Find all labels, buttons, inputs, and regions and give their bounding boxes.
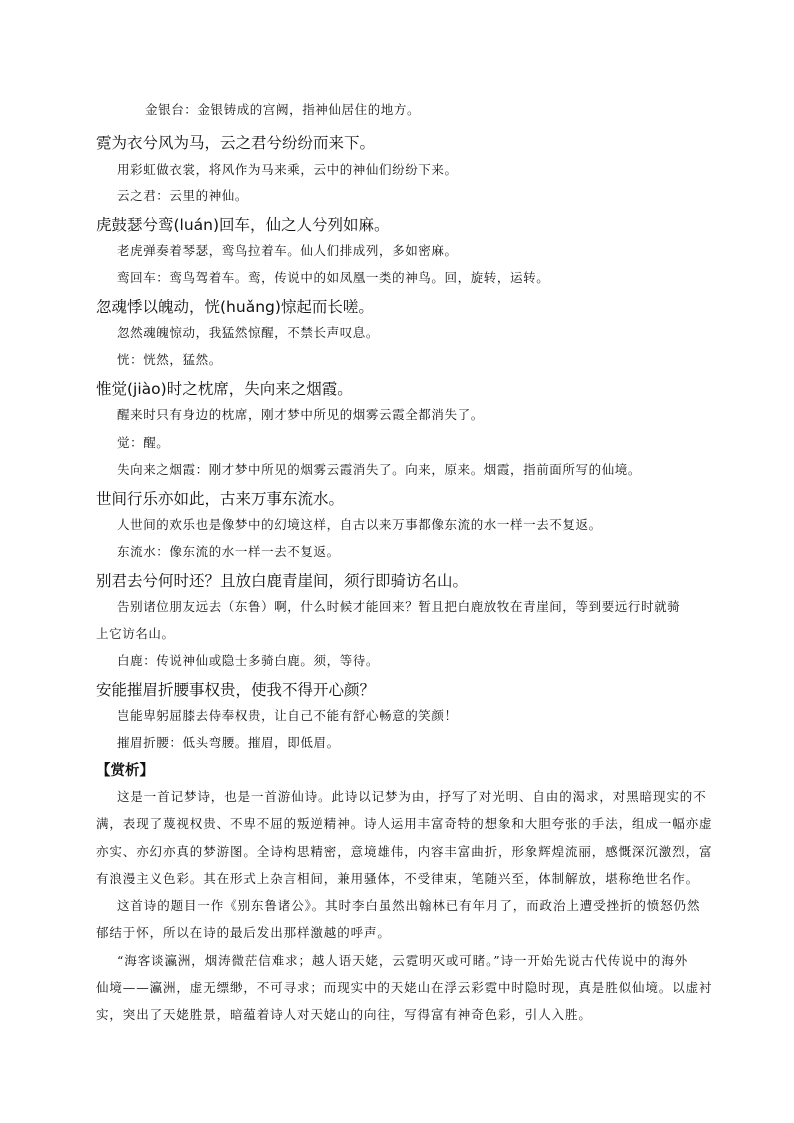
analysis-paragraph-line: 亦实、亦幻亦真的梦游图。全诗构思精密，意境雄伟，内容丰富曲折，形象辉煌流丽，感慨深沉激烈，富 [96,844,713,859]
analysis-paragraph-line: 这是一首记梦诗，也是一首游仙诗。此诗以记梦为由，抒写了对光明、自由的渴求，对黑暗现实的不 [117,789,707,804]
analysis-paragraph-line: 实，突出了天姥胜景，暗蕴着诗人对天姥山的向往，写得富有神奇色彩，引人入胜。 [96,1007,592,1022]
poem-verse-line: 别君去兮何时还？且放白鹿青崖间，须行即骑访名山。 [96,572,469,590]
poem-verse-line: 霓为衣兮风为马，云之君兮纷纷而来下。 [96,134,376,152]
analysis-paragraph-line: 郁结于怀，所以在诗的最后发出那样激越的呼声。 [96,925,391,940]
analysis-paragraph-line: 这首诗的题目一作《别东鲁诸公》。其时李白虽然出翰林已有年月了，而政治上遭受挫折的愤怒仍然 [117,898,701,913]
annotation-line: 觉：醒。 [117,435,170,450]
poem-verse-line: 惟觉(jiào)时之枕席，失向来之烟霞。 [96,380,353,398]
annotation-line: 金银台：金银铸成的宫阙，指神仙居住的地方。 [145,102,421,117]
poem-verse-line: 虎鼓瑟兮鸾(luán)回车，仙之人兮列如麻。 [96,216,390,234]
annotation-line: 恍：恍然，猛然。 [117,352,222,367]
annotation-line: 白鹿：传说神仙或隐士多骑白鹿。须，等待。 [117,653,380,668]
annotation-line: 东流水：像东流的水一样一去不复返。 [117,544,340,559]
annotation-line: 失向来之烟霞：刚才梦中所见的烟雾云霞消失了。向来，原来。烟霞，指前面所写的仙境。 [117,462,642,477]
translation-line: 上它访名山。 [96,626,175,641]
translation-line: 人世间的欢乐也是像梦中的幻境这样，自古以来万事都像东流的水一样一去不复返。 [117,517,602,532]
translation-line: 忽然魂魄惊动，我猛然惊醒，不禁长声叹息。 [117,325,380,340]
poem-verse-line: 世间行乐亦如此，古来万事东流水。 [96,490,345,508]
translation-line: 岂能卑躬屈膝去侍奉权贵，让自己不能有舒心畅意的笑颜！ [117,708,458,723]
annotation-line: 鸾回车：鸾鸟驾着车。鸾，传说中的如凤凰一类的神鸟。回，旋转，运转。 [117,270,550,285]
translation-line: 老虎弹奏着琴瑟，鸾鸟拉着车。仙人们排成列，多如密麻。 [117,243,458,258]
translation-line: 用彩虹做衣裳，将风作为马来乘，云中的神仙们纷纷下来。 [117,162,458,177]
section-heading: 【赏析】 [96,763,154,779]
analysis-paragraph-line: 仙境——瀛洲，虚无缥缈，不可寻求；而现实中的天姥山在浮云彩霓中时隐时现，真是胜似仙境。以虚衬 [96,980,713,995]
translation-line: 告别诸位朋友远去（东鲁）啊，什么时候才能回来？暂且把白鹿放牧在青崖间，等到要远行时就骑 [117,599,681,614]
poem-verse-line: 安能摧眉折腰事权贵，使我不得开心颜？ [96,681,376,699]
analysis-paragraph-line: “海客谈瀛洲，烟涛微茫信难求；越人语天姥，云霓明灭或可睹。”诗一开始先说古代传说中的海外 [117,953,689,968]
annotation-line: 摧眉折腰：低头弯腰。摧眉，即低眉。 [117,735,340,750]
annotation-line: 云之君：云里的神仙。 [117,188,249,203]
analysis-paragraph-line: 满，表现了蔑视权贵、不卑不屈的叛逆精神。诗人运用丰富奇特的想象和大胆夸张的手法，组成一幅亦虚 [96,816,713,831]
poem-verse-line: 忽魂悸以魄动，恍(huǎng)惊起而长嗟。 [96,298,374,316]
translation-line: 醒来时只有身边的枕席，刚才梦中所见的烟雾云霞全都消失了。 [117,407,484,422]
analysis-paragraph-line: 有浪漫主义色彩。其在形式上杂言相间，兼用骚体，不受律束，笔随兴至，体制解放，堪称绝世名作。 [96,871,700,886]
